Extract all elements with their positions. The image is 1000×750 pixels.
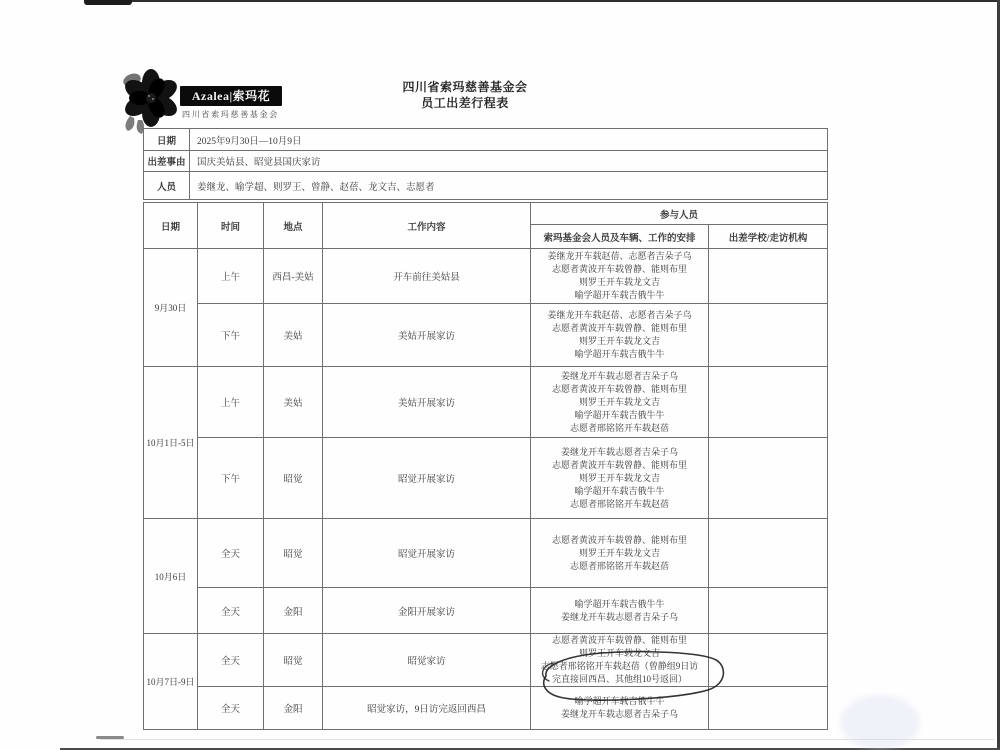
arrangement-line: 姜继龙开车载志愿者吉朵子乌 <box>560 370 678 381</box>
arrangement-line: 志愿者黄波开车载曾静、能则布里 <box>551 383 687 394</box>
scan-edge-top <box>108 0 1000 2</box>
date-cell: 10月1日-5日 <box>144 367 198 519</box>
arrangement-line: 志愿者黄波开车载曾静、能则布里 <box>551 264 687 274</box>
time-cell: 上午 <box>198 249 264 304</box>
arrangement-line: 喻学超开车载吉俄牛牛 <box>574 290 665 300</box>
arrangement-line: 志愿者邢铭铭开车载赵蓓（曾静组9日访 <box>540 661 699 671</box>
info-table <box>143 128 828 200</box>
arrangement-line: 姜继龙开车载志愿者吉朵子乌 <box>560 611 678 622</box>
document-title <box>335 79 595 111</box>
work-cell: 金阳开展家访 <box>323 588 531 634</box>
school-cell <box>709 249 828 304</box>
logo-subtitle: 四川省索玛慈善基金会 <box>182 110 279 119</box>
info-table-body <box>144 129 828 200</box>
arrangement-line: 姜继龙开车载赵蓓、志愿者吉朵子乌 <box>547 251 692 261</box>
info-value: 国庆美姑县、昭觉县国庆家访 <box>190 151 828 172</box>
arrangement-line: 姜继龙开车载志愿者吉朵子乌 <box>560 709 678 719</box>
header-place: 地点 <box>264 203 323 249</box>
school-cell <box>709 588 828 634</box>
header-work: 工作内容 <box>323 203 531 249</box>
place-cell: 昭觉 <box>264 519 323 588</box>
arrangement-line: 则罗王开车载龙文吉 <box>578 547 660 558</box>
arrangement-line: 志愿者邢铭铭开车载赵蓓 <box>569 560 669 571</box>
place-cell: 昭觉 <box>264 438 323 519</box>
arrangement-line: 喻学超开车载吉俄牛牛 <box>574 409 665 420</box>
arrangement-line: 姜继龙开车载志愿者吉朵子乌 <box>560 446 678 457</box>
arrangement-line: 则罗王开车载龙文吉 <box>578 396 660 407</box>
time-cell: 下午 <box>198 438 264 519</box>
arrangement-cell <box>531 588 709 634</box>
schedule-row <box>144 249 828 304</box>
date-cell: 10月7日-9日 <box>144 634 198 730</box>
place-cell: 昭觉 <box>264 634 323 687</box>
place-cell: 美姑 <box>264 304 323 367</box>
work-cell: 美姑开展家访 <box>323 367 531 438</box>
arrangement-line: 喻学超开车载吉俄牛牛 <box>574 598 665 609</box>
arrangement-line: 喻学超开车载吉俄牛牛 <box>574 349 665 359</box>
work-cell: 昭觉开展家访 <box>323 438 531 519</box>
arrangement-line: 志愿者黄波开车载曾静、能则布里 <box>551 534 687 545</box>
info-label: 人员 <box>144 172 190 200</box>
arrangement-line: 则罗王开车载龙文吉 <box>578 336 660 346</box>
info-row <box>144 151 828 172</box>
info-value: 2025年9月30日—10月9日 <box>190 129 828 151</box>
school-cell <box>709 519 828 588</box>
arrangement-cell <box>531 438 709 519</box>
title-line2: 员工出差行程表 <box>421 96 509 110</box>
arrangement-line: 志愿者邢铭铭开车载赵蓓 <box>569 422 669 433</box>
arrangement-line: 喻学超开车载吉俄牛牛 <box>574 485 665 496</box>
header-participants: 参与人员 <box>531 203 828 225</box>
schedule-row <box>144 367 828 438</box>
time-cell: 全天 <box>198 687 264 730</box>
header-date: 日期 <box>144 203 198 249</box>
time-cell: 全天 <box>198 588 264 634</box>
schedule-row <box>144 588 828 634</box>
arrangement-line: 志愿者黄波开车载曾静、能则布里 <box>551 635 687 645</box>
school-cell <box>709 367 828 438</box>
info-row <box>144 129 828 151</box>
foundation-logo <box>118 64 298 126</box>
schedule-header-row <box>144 203 828 225</box>
arrangement-line: 志愿者邢铭铭开车载赵蓓 <box>569 498 669 509</box>
arrangement-cell <box>531 249 709 304</box>
arrangement-line: 志愿者黄波开车载曾静、能则布里 <box>551 323 687 333</box>
school-cell <box>709 304 828 367</box>
date-cell: 9月30日 <box>144 249 198 367</box>
time-cell: 全天 <box>198 634 264 687</box>
work-cell: 开车前往美姑县 <box>323 249 531 304</box>
arrangement-line: 完直接回西昌、其他组10号返回） <box>551 674 687 684</box>
arrangement-line: 志愿者黄波开车载曾静、能则布里 <box>551 459 687 470</box>
header-arrangement: 索玛基金会人员及车辆、工作的安排 <box>531 225 709 249</box>
arrangement-line: 喻学超开车载吉俄牛牛 <box>574 696 665 706</box>
logo-badge-text: Azalea|索玛花 <box>180 86 282 106</box>
work-cell: 昭觉家访，9日访完返回西昌 <box>323 687 531 730</box>
arrangement-line: 则罗王开车载龙文吉 <box>578 472 660 483</box>
info-value: 姜继龙、喻学超、则罗王、曾静、赵蓓、龙文吉、志愿者 <box>190 172 828 200</box>
date-cell: 10月6日 <box>144 519 198 634</box>
place-cell: 金阳 <box>264 588 323 634</box>
work-cell: 美姑开展家访 <box>323 304 531 367</box>
header-time: 时间 <box>198 203 264 249</box>
work-cell: 昭觉家访 <box>323 634 531 687</box>
azalea-flower-icon <box>118 68 184 134</box>
schedule-row <box>144 438 828 519</box>
school-cell <box>709 438 828 519</box>
place-cell: 金阳 <box>264 687 323 730</box>
arrangement-cell <box>531 367 709 438</box>
arrangement-cell <box>531 519 709 588</box>
time-cell: 全天 <box>198 519 264 588</box>
work-cell: 昭觉开展家访 <box>323 519 531 588</box>
time-cell: 下午 <box>198 304 264 367</box>
scan-smudge <box>840 695 920 750</box>
header-school: 出差学校/走访机构 <box>709 225 828 249</box>
time-cell: 上午 <box>198 367 264 438</box>
schedule-row <box>144 304 828 367</box>
handwritten-circle-annotation <box>530 640 740 710</box>
info-label: 日期 <box>144 129 190 151</box>
schedule-row <box>144 519 828 588</box>
scan-edge-top-blob <box>84 0 132 5</box>
info-row <box>144 172 828 200</box>
arrangement-line: 则罗王开车载龙文吉 <box>578 277 660 287</box>
arrangement-cell <box>531 304 709 367</box>
place-cell: 西昌-美姑 <box>264 249 323 304</box>
arrangement-line: 姜继龙开车载赵蓓、志愿者吉朵子乌 <box>547 310 692 320</box>
info-label: 出差事由 <box>144 151 190 172</box>
place-cell: 美姑 <box>264 367 323 438</box>
arrangement-line: 则罗王开车载龙文吉 <box>578 648 660 658</box>
title-line1: 四川省索玛慈善基金会 <box>402 80 528 94</box>
scan-mark-bottom-left <box>96 736 124 739</box>
